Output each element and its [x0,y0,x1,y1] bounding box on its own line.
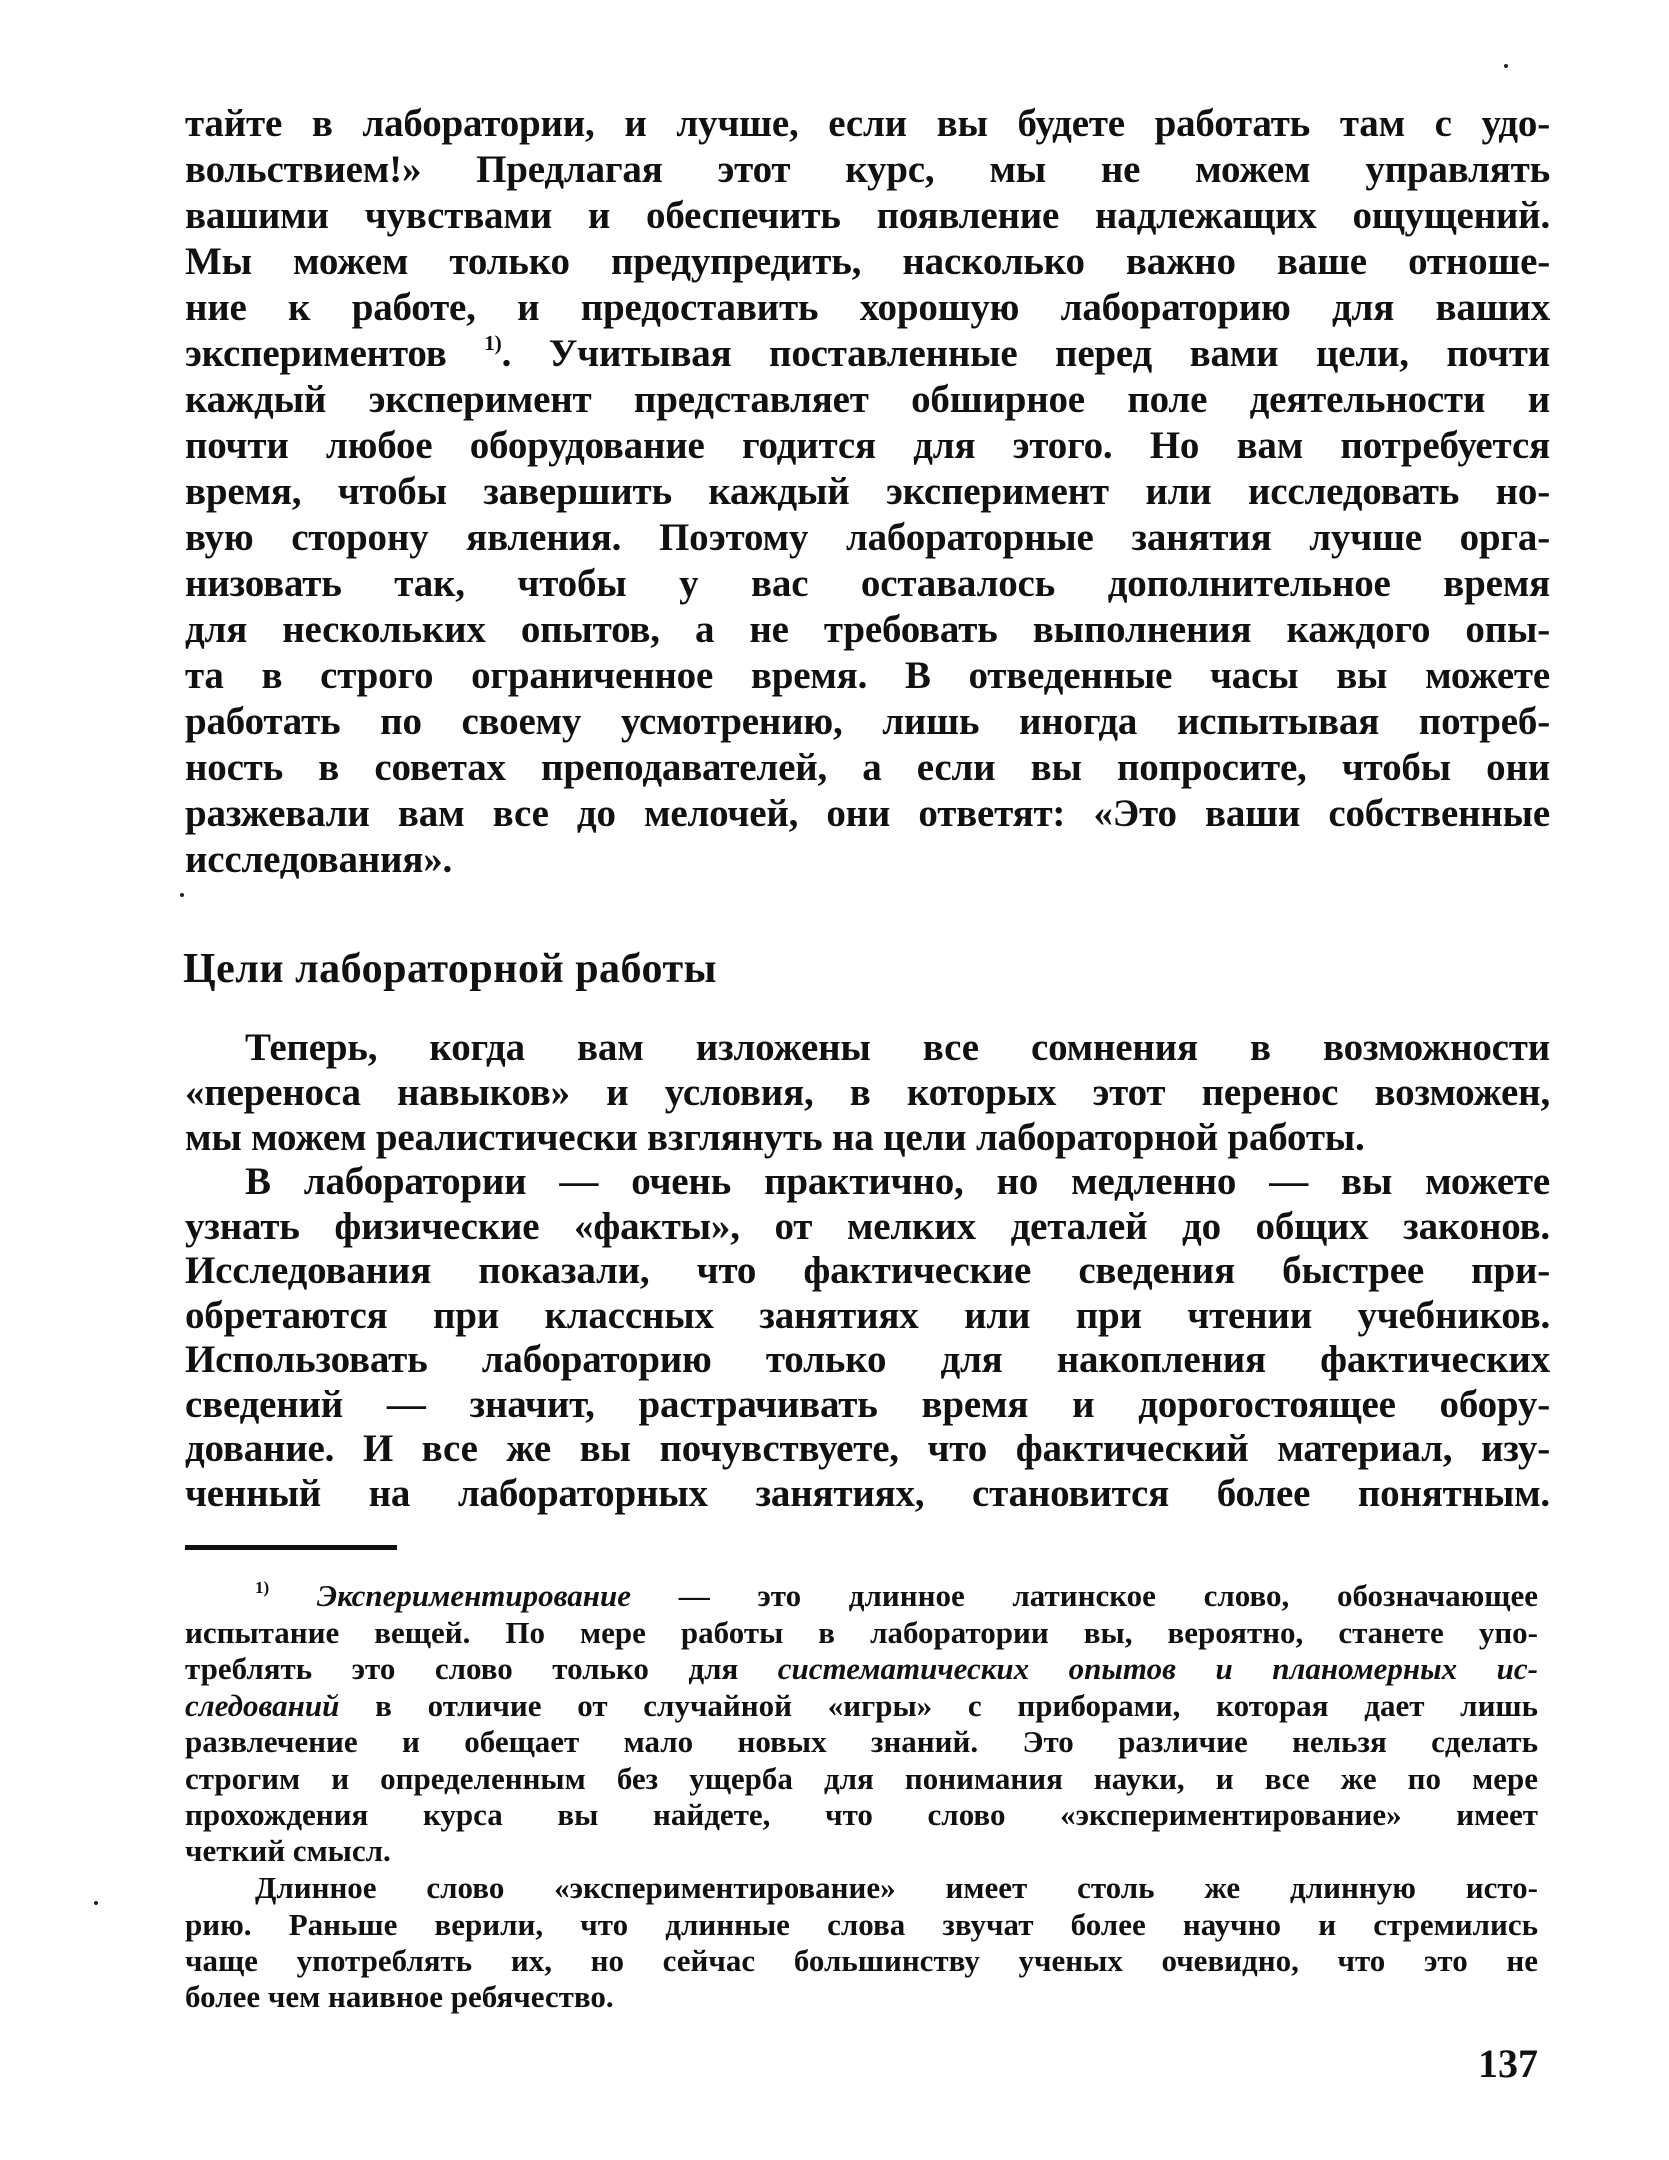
text-segment: треблять это слово только для [185,1651,778,1686]
text-line: В лаборатории — очень практично, но медленно — вы можете [245,1160,1550,1203]
text-line: каждый эксперимент представляет обширное поле деятельности и [185,378,1550,421]
text-line: работать по своему усмотрению, лишь иногда испытывая потреб- [185,700,1550,743]
footnote-line: чаще употреблять их, но сейчас большинству ученых очевидно, что это не [185,1943,1538,1978]
footnote-line: прохождения курса вы найдете, что слово «экспериментирование» имеет [185,1797,1538,1832]
text-line: мы можем реалистически взглянуть на цели лабораторной работы. [185,1116,1365,1159]
footnote-rule [185,1545,397,1550]
text-segment: экспериментов [185,332,447,375]
text-line: Исследования показали, что фактические сведения быстрее при- [185,1249,1550,1292]
text-line: ченный на лабораторных занятиях, становится более понятным. [185,1472,1550,1515]
text-line: низовать так, чтобы у вас оставалось дополнительное время [185,562,1550,605]
footnote-line [185,1653,1538,1684]
text-line: «переноса навыков» и условия, в которых этот перенос возможен, [185,1071,1550,1114]
text-line: тайте в лаборатории, и лучше, если вы будете работать там с удо- [185,102,1550,145]
text-line: исследования». [185,838,453,881]
footnote-reference[interactable]: 1) [484,330,502,355]
footnote-line [255,1580,1538,1611]
footnote-line: развлечение и обещает мало новых знаний. Это различие нельзя сделать [185,1724,1538,1759]
italic-segment: следований [185,1688,340,1723]
text-line: для нескольких опытов, а не требовать выполнения каждого опы- [185,608,1550,651]
text-line: вашими чувствами и обеспечить появление надлежащих ощущений. [185,194,1550,237]
section-heading: Цели лабораторной работы [183,946,717,992]
text-line: разжевали вам все до мелочей, они ответят: «Это ваши собственные [185,792,1550,835]
text-segment: . Учитывая поставленные перед вами цели, почти [501,332,1550,375]
footnote-term: Экспериментирование [316,1578,632,1613]
text-line: вую сторону явления. Поэтому лабораторные занятия лучше орга- [185,516,1550,559]
text-line: дование. И все же вы почувствуете, что фактический материал, изу- [185,1427,1550,1470]
text-line: время, чтобы завершить каждый эксперимент или исследовать но- [185,470,1550,513]
page-number: 137 [1478,2041,1538,2086]
footnote-line: более чем наивное ребячество. [185,1979,614,2014]
text-segment: — это длинное латинское слово, обозначающее [631,1578,1538,1613]
footnote-marker: 1) [255,1578,270,1598]
text-line: вольствием!» Предлагая этот курс, мы не можем управлять [185,148,1550,191]
text-line: ние к работе, и предоставить хорошую лабораторию для ваших [185,286,1550,329]
footnote-line: рию. Раньше верили, что длинные слова звучат более научно и стремились [185,1907,1538,1942]
text-line: узнать физические «факты», от мелких деталей до общих законов. [185,1205,1550,1248]
text-line: Мы можем только предупредить, насколько важно ваше отноше- [185,240,1550,283]
text-line: сведений — значит, растрачивать время и дорогостоящее обору- [185,1383,1550,1426]
text-segment: в отличие от случайной «игры» с приборами, которая дает лишь [339,1688,1538,1723]
scan-speck [1504,64,1508,68]
text-line: Использовать лабораторию только для накопления фактических [185,1338,1550,1381]
text-line: ность в советах преподавателей, а если вы попросите, чтобы они [185,746,1550,789]
scan-speck [180,893,184,897]
text-line: та в строго ограниченное время. В отведенные часы вы можете [185,654,1550,697]
footnote-line [185,1690,1538,1721]
footnote-line: испытание вещей. По мере работы в лаборатории вы, вероятно, станете упо- [185,1615,1538,1650]
text-line: обретаются при классных занятиях или при чтении учебников. [185,1294,1550,1337]
text-line: Теперь, когда вам изложены все сомнения в возможности [245,1026,1550,1069]
scan-speck [94,1901,98,1905]
footnote-line: четкий смысл. [185,1833,391,1868]
footnote-line: строгим и определенным без ущерба для понимания науки, и все же по мере [185,1761,1538,1796]
text-line [185,330,1550,375]
text-line: почти любое оборудование годится для этого. Но вам потребуется [185,424,1550,467]
footnote-line: Длинное слово «экспериментирование» имеет столь же длинную исто- [255,1870,1538,1905]
italic-segment: систематических опытов и планомерных ис- [777,1651,1538,1686]
